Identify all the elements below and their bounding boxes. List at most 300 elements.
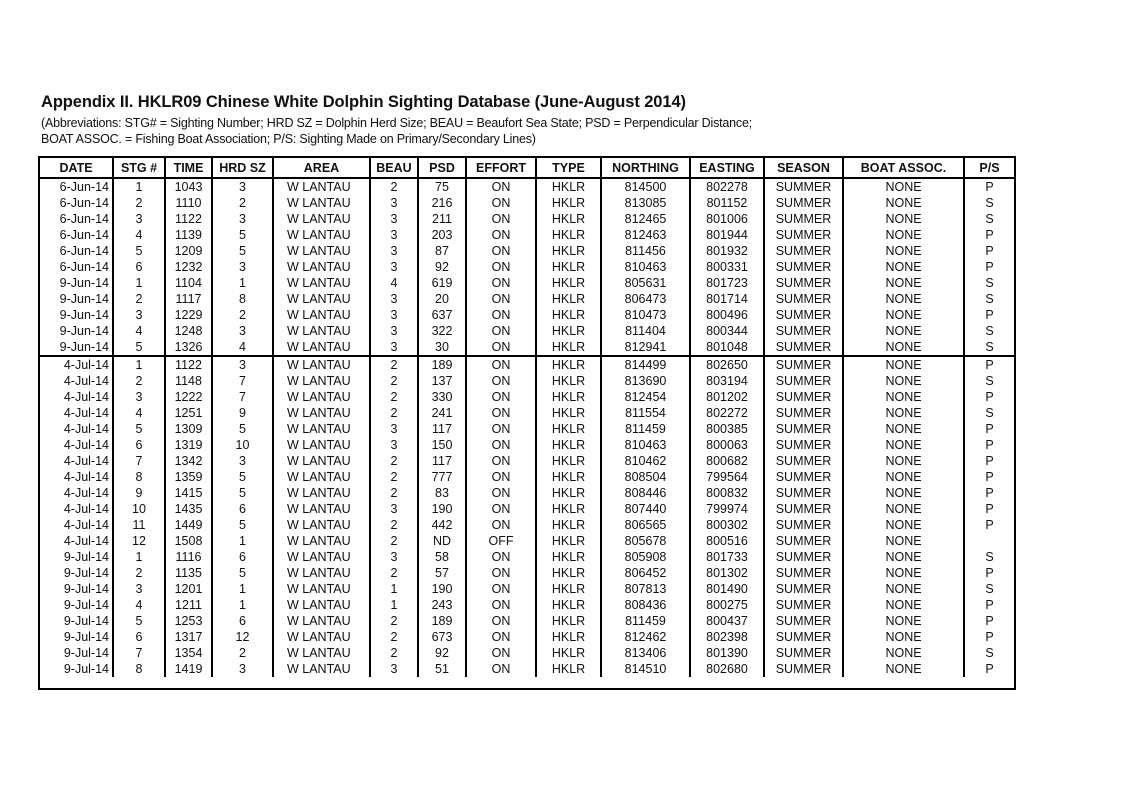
- cell-date: 4-Jul-14: [63, 374, 109, 388]
- cell-area: W LANTAU: [273, 629, 370, 645]
- cell-time: 1319: [165, 437, 212, 453]
- cell-season: SUMMER: [764, 275, 843, 291]
- cell-herd-size: 5: [212, 565, 273, 581]
- cell-season: SUMMER: [764, 517, 843, 533]
- cell-type: HKLR: [536, 405, 601, 421]
- table-row: [40, 389, 1014, 405]
- cell-area: W LANTAU: [273, 469, 370, 485]
- cell-type: HKLR: [536, 565, 601, 581]
- cell-season: SUMMER: [764, 339, 843, 356]
- cell-psd: 137: [418, 373, 466, 389]
- cell-time: 1309: [165, 421, 212, 437]
- cell-herd-size: 3: [212, 453, 273, 469]
- cell-northing: 811459: [601, 421, 690, 437]
- cell-type: HKLR: [536, 437, 601, 453]
- cell-beau: 2: [370, 565, 418, 581]
- cell-type: HKLR: [536, 533, 601, 549]
- cell-easting: 800275: [690, 597, 764, 613]
- cell-psd: 117: [418, 453, 466, 469]
- cell-northing: 813690: [601, 373, 690, 389]
- column-header-herd-size: HRD SZ: [212, 158, 273, 178]
- cell-date: 9-Jul-14: [63, 614, 109, 628]
- cell-time: 1043: [165, 178, 212, 195]
- cell-psd: 190: [418, 581, 466, 597]
- cell-stg: 1: [113, 549, 165, 565]
- cell-beau: 2: [370, 629, 418, 645]
- cell-time: 1135: [165, 565, 212, 581]
- cell-boat-assoc: NONE: [843, 437, 964, 453]
- cell-psd: 216: [418, 195, 466, 211]
- table-row: [40, 275, 1014, 291]
- cell-effort: ON: [466, 291, 536, 307]
- cell-effort: ON: [466, 437, 536, 453]
- table-row: [40, 323, 1014, 339]
- cell-beau: 4: [370, 275, 418, 291]
- cell-ps: P: [964, 485, 1014, 501]
- cell-northing: 812463: [601, 227, 690, 243]
- cell-stg: 5: [113, 339, 165, 356]
- cell-type: HKLR: [536, 178, 601, 195]
- cell-herd-size: 7: [212, 389, 273, 405]
- cell-herd-size: 5: [212, 485, 273, 501]
- table-row: [40, 597, 1014, 613]
- cell-effort: ON: [466, 581, 536, 597]
- cell-area: W LANTAU: [273, 581, 370, 597]
- cell-season: SUMMER: [764, 356, 843, 373]
- cell-time: 1104: [165, 275, 212, 291]
- column-header-time: TIME: [165, 158, 212, 178]
- cell-season: SUMMER: [764, 389, 843, 405]
- cell-ps: S: [964, 339, 1014, 356]
- cell-time: 1148: [165, 373, 212, 389]
- table-row: [40, 307, 1014, 323]
- cell-boat-assoc: NONE: [843, 453, 964, 469]
- cell-stg: 5: [113, 421, 165, 437]
- cell-easting: 800063: [690, 437, 764, 453]
- cell-beau: 2: [370, 389, 418, 405]
- cell-herd-size: 3: [212, 211, 273, 227]
- cell-effort: ON: [466, 211, 536, 227]
- cell-time: 1116: [165, 549, 212, 565]
- cell-easting: 800832: [690, 485, 764, 501]
- cell-date: 4-Jul-14: [63, 518, 109, 532]
- cell-northing: 808446: [601, 485, 690, 501]
- cell-boat-assoc: NONE: [843, 517, 964, 533]
- cell-stg: 1: [113, 275, 165, 291]
- column-header-area: AREA: [273, 158, 370, 178]
- cell-easting: 802680: [690, 661, 764, 677]
- cell-beau: 3: [370, 195, 418, 211]
- cell-area: W LANTAU: [273, 485, 370, 501]
- cell-time: 1251: [165, 405, 212, 421]
- cell-boat-assoc: NONE: [843, 597, 964, 613]
- cell-herd-size: 3: [212, 356, 273, 373]
- table-row: [40, 549, 1014, 565]
- cell-boat-assoc: NONE: [843, 613, 964, 629]
- cell-beau: 2: [370, 373, 418, 389]
- cell-time: 1232: [165, 259, 212, 275]
- cell-northing: 807440: [601, 501, 690, 517]
- cell-beau: 2: [370, 533, 418, 549]
- column-header-season: SEASON: [764, 158, 843, 178]
- cell-time: 1229: [165, 307, 212, 323]
- cell-ps: S: [964, 323, 1014, 339]
- cell-ps: P: [964, 178, 1014, 195]
- cell-herd-size: 2: [212, 307, 273, 323]
- cell-type: HKLR: [536, 645, 601, 661]
- table-row: [40, 661, 1014, 677]
- table-row: [40, 243, 1014, 259]
- cell-type: HKLR: [536, 597, 601, 613]
- cell-stg: 3: [113, 389, 165, 405]
- cell-herd-size: 9: [212, 405, 273, 421]
- cell-beau: 3: [370, 259, 418, 275]
- cell-easting: 800302: [690, 517, 764, 533]
- cell-season: SUMMER: [764, 405, 843, 421]
- cell-stg: 7: [113, 645, 165, 661]
- cell-easting: 801152: [690, 195, 764, 211]
- cell-effort: ON: [466, 485, 536, 501]
- cell-easting: 801390: [690, 645, 764, 661]
- cell-herd-size: 3: [212, 661, 273, 677]
- table-row: [40, 339, 1014, 356]
- cell-time: 1139: [165, 227, 212, 243]
- cell-effort: ON: [466, 517, 536, 533]
- cell-herd-size: 5: [212, 517, 273, 533]
- cell-ps: P: [964, 629, 1014, 645]
- cell-beau: 3: [370, 211, 418, 227]
- cell-time: 1326: [165, 339, 212, 356]
- cell-effort: ON: [466, 421, 536, 437]
- cell-season: SUMMER: [764, 323, 843, 339]
- table-row: [40, 629, 1014, 645]
- cell-season: SUMMER: [764, 291, 843, 307]
- cell-area: W LANTAU: [273, 517, 370, 533]
- cell-effort: ON: [466, 629, 536, 645]
- cell-type: HKLR: [536, 613, 601, 629]
- cell-date: 6-Jun-14: [59, 244, 109, 258]
- cell-effort: ON: [466, 356, 536, 373]
- cell-northing: 806452: [601, 565, 690, 581]
- cell-boat-assoc: NONE: [843, 227, 964, 243]
- cell-northing: 814510: [601, 661, 690, 677]
- cell-herd-size: 1: [212, 581, 273, 597]
- cell-ps: P: [964, 517, 1014, 533]
- cell-northing: 810463: [601, 259, 690, 275]
- cell-stg: 1: [113, 356, 165, 373]
- cell-northing: 814499: [601, 356, 690, 373]
- cell-stg: 6: [113, 629, 165, 645]
- cell-effort: ON: [466, 613, 536, 629]
- cell-season: SUMMER: [764, 533, 843, 549]
- cell-effort: ON: [466, 339, 536, 356]
- cell-northing: 811554: [601, 405, 690, 421]
- cell-easting: 801490: [690, 581, 764, 597]
- cell-beau: 3: [370, 501, 418, 517]
- cell-date: 6-Jun-14: [59, 260, 109, 274]
- cell-season: SUMMER: [764, 549, 843, 565]
- table-row: [40, 405, 1014, 421]
- cell-ps: P: [964, 307, 1014, 323]
- cell-time: 1248: [165, 323, 212, 339]
- cell-area: W LANTAU: [273, 405, 370, 421]
- cell-stg: 12: [113, 533, 165, 549]
- cell-beau: 3: [370, 227, 418, 243]
- cell-ps: S: [964, 373, 1014, 389]
- cell-type: HKLR: [536, 259, 601, 275]
- cell-effort: ON: [466, 405, 536, 421]
- table-row: [40, 195, 1014, 211]
- cell-season: SUMMER: [764, 581, 843, 597]
- cell-season: SUMMER: [764, 661, 843, 677]
- cell-boat-assoc: NONE: [843, 178, 964, 195]
- cell-northing: 805631: [601, 275, 690, 291]
- cell-stg: 6: [113, 437, 165, 453]
- cell-boat-assoc: NONE: [843, 405, 964, 421]
- cell-effort: OFF: [466, 533, 536, 549]
- cell-boat-assoc: NONE: [843, 275, 964, 291]
- cell-effort: ON: [466, 373, 536, 389]
- cell-beau: 3: [370, 421, 418, 437]
- cell-northing: 807813: [601, 581, 690, 597]
- abbreviations-line-1: (Abbreviations: STG# = Sighting Number; HRD SZ = Dolphin Herd Size; BEAU = Beaufort Sea State; PSD = Perpendicular Distance;: [41, 116, 752, 130]
- cell-season: SUMMER: [764, 629, 843, 645]
- cell-psd: 117: [418, 421, 466, 437]
- cell-stg: 3: [113, 307, 165, 323]
- cell-stg: 5: [113, 243, 165, 259]
- cell-stg: 3: [113, 211, 165, 227]
- cell-ps: [964, 533, 1014, 549]
- cell-season: SUMMER: [764, 195, 843, 211]
- cell-psd: 51: [418, 661, 466, 677]
- cell-boat-assoc: NONE: [843, 389, 964, 405]
- cell-date: 4-Jul-14: [63, 438, 109, 452]
- cell-ps: P: [964, 661, 1014, 677]
- cell-psd: 189: [418, 613, 466, 629]
- cell-beau: 2: [370, 485, 418, 501]
- cell-boat-assoc: NONE: [843, 581, 964, 597]
- cell-easting: 801048: [690, 339, 764, 356]
- cell-boat-assoc: NONE: [843, 339, 964, 356]
- cell-herd-size: 8: [212, 291, 273, 307]
- cell-time: 1253: [165, 613, 212, 629]
- cell-psd: 241: [418, 405, 466, 421]
- cell-ps: P: [964, 356, 1014, 373]
- cell-date: 4-Jul-14: [63, 470, 109, 484]
- cell-type: HKLR: [536, 501, 601, 517]
- cell-boat-assoc: NONE: [843, 291, 964, 307]
- cell-easting: 801944: [690, 227, 764, 243]
- cell-northing: 805908: [601, 549, 690, 565]
- cell-date: 9-Jun-14: [59, 324, 109, 338]
- cell-season: SUMMER: [764, 469, 843, 485]
- cell-date: 9-Jun-14: [59, 308, 109, 322]
- cell-date: 6-Jun-14: [59, 180, 109, 194]
- cell-type: HKLR: [536, 211, 601, 227]
- cell-psd: 92: [418, 645, 466, 661]
- cell-easting: 802650: [690, 356, 764, 373]
- cell-area: W LANTAU: [273, 275, 370, 291]
- cell-area: W LANTAU: [273, 291, 370, 307]
- cell-type: HKLR: [536, 421, 601, 437]
- cell-date: 6-Jun-14: [59, 228, 109, 242]
- cell-stg: 7: [113, 453, 165, 469]
- cell-stg: 5: [113, 613, 165, 629]
- cell-area: W LANTAU: [273, 211, 370, 227]
- cell-stg: 2: [113, 195, 165, 211]
- cell-herd-size: 5: [212, 243, 273, 259]
- sighting-table: [40, 158, 1014, 677]
- cell-northing: 811404: [601, 323, 690, 339]
- cell-season: SUMMER: [764, 227, 843, 243]
- cell-herd-size: 3: [212, 178, 273, 195]
- cell-northing: 813085: [601, 195, 690, 211]
- cell-stg: 1: [113, 178, 165, 195]
- column-header-northing: NORTHING: [601, 158, 690, 178]
- cell-herd-size: 6: [212, 613, 273, 629]
- cell-date: 4-Jul-14: [63, 422, 109, 436]
- column-header-type: TYPE: [536, 158, 601, 178]
- cell-type: HKLR: [536, 469, 601, 485]
- cell-ps: S: [964, 549, 1014, 565]
- cell-time: 1209: [165, 243, 212, 259]
- cell-beau: 3: [370, 323, 418, 339]
- cell-date: 4-Jul-14: [63, 486, 109, 500]
- cell-herd-size: 2: [212, 645, 273, 661]
- cell-northing: 814500: [601, 178, 690, 195]
- column-header-beau: BEAU: [370, 158, 418, 178]
- cell-stg: 9: [113, 485, 165, 501]
- table-row: [40, 645, 1014, 661]
- cell-effort: ON: [466, 389, 536, 405]
- cell-stg: 8: [113, 661, 165, 677]
- cell-beau: 2: [370, 613, 418, 629]
- cell-date: 9-Jul-14: [63, 566, 109, 580]
- cell-boat-assoc: NONE: [843, 533, 964, 549]
- cell-area: W LANTAU: [273, 645, 370, 661]
- table-row: [40, 533, 1014, 549]
- cell-season: SUMMER: [764, 565, 843, 581]
- cell-psd: 243: [418, 597, 466, 613]
- cell-stg: 2: [113, 291, 165, 307]
- cell-beau: 3: [370, 291, 418, 307]
- cell-beau: 2: [370, 645, 418, 661]
- cell-season: SUMMER: [764, 373, 843, 389]
- cell-ps: P: [964, 469, 1014, 485]
- cell-herd-size: 4: [212, 339, 273, 356]
- table-row: [40, 501, 1014, 517]
- table-row: [40, 437, 1014, 453]
- cell-season: SUMMER: [764, 501, 843, 517]
- cell-date: 9-Jul-14: [63, 662, 109, 676]
- table-row: [40, 259, 1014, 275]
- cell-psd: 57: [418, 565, 466, 581]
- cell-stg: 2: [113, 565, 165, 581]
- cell-date: 4-Jul-14: [63, 534, 109, 548]
- cell-stg: 4: [113, 597, 165, 613]
- table-row: [40, 453, 1014, 469]
- cell-time: 1419: [165, 661, 212, 677]
- cell-effort: ON: [466, 227, 536, 243]
- cell-type: HKLR: [536, 291, 601, 307]
- cell-beau: 2: [370, 178, 418, 195]
- cell-ps: S: [964, 645, 1014, 661]
- cell-season: SUMMER: [764, 421, 843, 437]
- cell-time: 1110: [165, 195, 212, 211]
- cell-herd-size: 1: [212, 597, 273, 613]
- cell-psd: 87: [418, 243, 466, 259]
- column-header-psd: PSD: [418, 158, 466, 178]
- cell-ps: P: [964, 453, 1014, 469]
- abbreviations-line-2: BOAT ASSOC. = Fishing Boat Association; P/S: Sighting Made on Primary/Secondary Lines): [41, 132, 536, 146]
- cell-northing: 811456: [601, 243, 690, 259]
- cell-type: HKLR: [536, 373, 601, 389]
- cell-northing: 810473: [601, 307, 690, 323]
- cell-time: 1449: [165, 517, 212, 533]
- cell-type: HKLR: [536, 227, 601, 243]
- cell-area: W LANTAU: [273, 195, 370, 211]
- cell-boat-assoc: NONE: [843, 195, 964, 211]
- cell-date: 9-Jul-14: [63, 646, 109, 660]
- cell-easting: 799974: [690, 501, 764, 517]
- cell-easting: 801932: [690, 243, 764, 259]
- cell-ps: P: [964, 243, 1014, 259]
- cell-easting: 802278: [690, 178, 764, 195]
- cell-easting: 801733: [690, 549, 764, 565]
- cell-beau: 2: [370, 356, 418, 373]
- cell-herd-size: 12: [212, 629, 273, 645]
- cell-stg: 10: [113, 501, 165, 517]
- cell-area: W LANTAU: [273, 597, 370, 613]
- cell-type: HKLR: [536, 549, 601, 565]
- cell-ps: S: [964, 275, 1014, 291]
- cell-date: 4-Jul-14: [63, 406, 109, 420]
- cell-date: 6-Jun-14: [59, 212, 109, 226]
- cell-season: SUMMER: [764, 259, 843, 275]
- cell-area: W LANTAU: [273, 243, 370, 259]
- cell-psd: 211: [418, 211, 466, 227]
- cell-boat-assoc: NONE: [843, 549, 964, 565]
- cell-type: HKLR: [536, 517, 601, 533]
- cell-date: 9-Jul-14: [63, 582, 109, 596]
- cell-psd: 75: [418, 178, 466, 195]
- cell-ps: P: [964, 597, 1014, 613]
- cell-boat-assoc: NONE: [843, 211, 964, 227]
- cell-herd-size: 6: [212, 501, 273, 517]
- cell-northing: 812465: [601, 211, 690, 227]
- cell-northing: 812941: [601, 339, 690, 356]
- cell-area: W LANTAU: [273, 356, 370, 373]
- cell-effort: ON: [466, 661, 536, 677]
- cell-easting: 800682: [690, 453, 764, 469]
- cell-northing: 810463: [601, 437, 690, 453]
- cell-psd: 20: [418, 291, 466, 307]
- table-row: [40, 517, 1014, 533]
- cell-beau: 2: [370, 469, 418, 485]
- cell-area: W LANTAU: [273, 613, 370, 629]
- cell-effort: ON: [466, 323, 536, 339]
- cell-effort: ON: [466, 307, 536, 323]
- cell-easting: 801723: [690, 275, 764, 291]
- cell-boat-assoc: NONE: [843, 373, 964, 389]
- cell-area: W LANTAU: [273, 453, 370, 469]
- cell-time: 1317: [165, 629, 212, 645]
- cell-time: 1359: [165, 469, 212, 485]
- cell-type: HKLR: [536, 323, 601, 339]
- cell-herd-size: 1: [212, 533, 273, 549]
- column-header-easting: EASTING: [690, 158, 764, 178]
- cell-herd-size: 2: [212, 195, 273, 211]
